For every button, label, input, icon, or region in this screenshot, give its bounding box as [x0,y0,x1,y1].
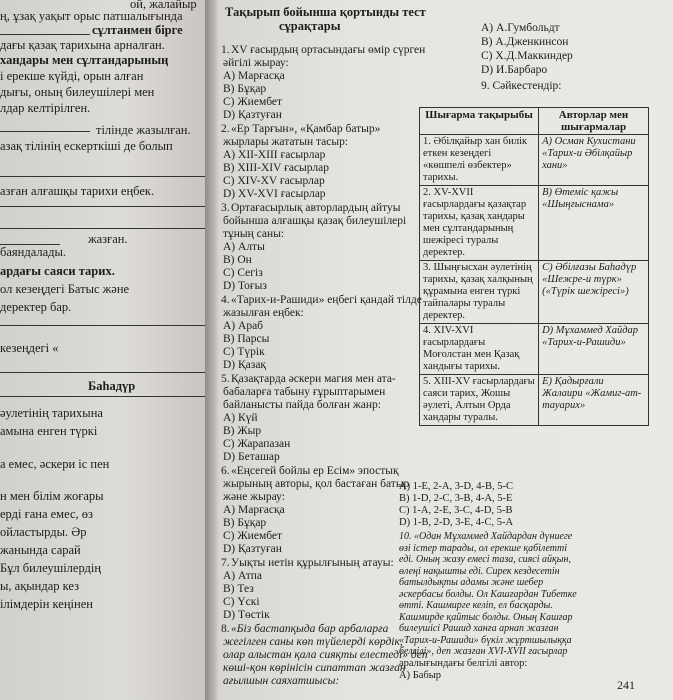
option: D) Қазтуған [223,109,282,121]
left-text-line: ң, ұзақ уақыт орыс патшалығында [0,9,183,23]
left-text-line: деректер бар. [0,300,72,314]
question-number: 6. [221,465,230,477]
question-number: 2. [221,123,230,135]
question-number: 8. [221,623,230,635]
question-text: «Тарих-и-Рашиди» еңбегі қандай тілде [231,294,422,306]
question-text: билеушісі Рашид ханға арнап жазған [399,623,559,634]
answer-option: D) 1-B, 2-D, 3-E, 4-C, 5-A [399,517,514,528]
question-text: Кашмирде қайтыс болды. Оның Кашғар [399,611,573,623]
question-text: өзі істер тарады, ол ерекше қабілетті [399,542,568,554]
option: С) Түрік [223,346,265,358]
table-cell: 5. XIII-XV ғасырлардағы саяси тарих, Жошы әулеті, Алтын Орда хандары туралы. [420,375,539,426]
option: А) А.Гумбольдт [481,22,560,34]
divider [0,131,90,132]
table-cell: D) Мұхаммед Хайдар «Тарих-и-Рашиди» [539,324,649,375]
question-number: 4. [221,294,230,306]
table-row [420,261,649,324]
question-text: «Еңсегей бойлы ер Есім» эпостық [231,465,399,477]
left-text-line: н мен білім жоғары [0,489,104,503]
left-text-line: ерді ғана емес, өз [0,507,93,521]
left-text-line: лдар келтірілген. [0,101,91,115]
option: В) Бұқар [223,83,267,95]
option: В) А.Дженкинсон [481,36,569,48]
left-text-line: баяндалады. [0,245,67,259]
left-text-line: а емес, әскери іс пен [0,457,110,471]
left-text-line: хандары мен сұлтандарының [0,53,169,67]
book-spine [205,0,219,700]
page-title: Тақырып бойынша қортынды тест [225,5,426,19]
option: D) И.Барбаро [481,64,548,76]
option: D) Тоғыз [223,280,267,292]
left-text-line: азақ тілінің ескерткіші де болып [0,139,173,153]
divider [0,228,205,229]
option: D) XV-XVI ғасырлар [223,188,326,200]
option: С) Жиембет [223,96,283,108]
left-text-line: кезеңдегі « [0,341,59,355]
question-9-label: 9. Сәйкестендір: [481,80,562,92]
table-cell: 1. Әбілқайыр хан билік еткен кезеңдегі «көшпелі өзбектер» тарихы. [420,135,539,186]
page-title-line2: сұрақтары [279,19,341,33]
table-header: Авторлар мен шығармалар [539,108,649,135]
option: С) Х.Д.Маккиндер [481,50,573,62]
answer-option: А) 1-E, 2-A, 3-D, 4-B, 5-C [399,481,514,492]
left-text-line: ардағы саяси тарих. [0,264,115,278]
option: В) Тез [223,583,254,595]
option: С) Жиембет [223,530,283,542]
option: В) Жыр [223,425,262,437]
left-text-line: ол кезеңдегі Батыс және [0,282,130,296]
left-text-line: тілінде жазылған. [96,123,191,137]
table-row [420,135,649,186]
question-text: байланысты пайда болған жанр: [223,399,381,411]
answer-option: В) 1-D, 2-C, 3-B, 4-A, 5-E [399,493,513,504]
answer-option: С) 1-A, 2-E, 3-C, 4-D, 5-B [399,505,513,516]
left-text-line: амына енген түркі [0,424,98,438]
option: А) XII-XIII ғасырлар [223,149,326,161]
option: С) Жарапазан [223,438,291,450]
option: А) Атпа [223,570,263,582]
question-text: XV ғасырдың ортасындағы өмір сүрген [231,44,426,56]
option: А) Алты [223,241,265,253]
option: В) XIII-XIV ғасырлар [223,162,329,174]
option: А) Күй [223,412,258,424]
left-text-line: і ерекше күйді, орын алған [0,69,144,83]
question-text: аралығындағы белгілі автор: [399,657,528,669]
left-text-line: әулетінің тарихына [0,406,103,420]
divider [0,372,205,373]
left-text-line: ой, жалайыр [130,0,197,11]
page-number: 241 [617,678,635,692]
question-text: Ортағасырлық авторлардың айтуы [231,202,401,214]
divider [0,176,205,177]
question-text: «Біз бастапқыда бар арбаларға [231,623,389,635]
option: В) Парсы [223,333,270,345]
question-text: жырының авторы, қол бастаған батыр [223,478,410,490]
table-cell: B) Өтеміс қажы «Шыңғыснама» [539,186,649,261]
table-cell: C) Әбілғазы Баһадүр «Шежре-и түрк» («Түрік шежіресі») [539,261,649,324]
option: С) Үскі [223,596,260,608]
matching-table [419,107,649,426]
option: D) Төстік [223,609,270,621]
table-row [420,324,649,375]
question-text: жырлары жататын тасыр: [223,136,349,148]
left-text-line: жанында сарай [0,543,81,557]
question-text: әскербасы болды. Ол Кашғардан Тибетке [399,588,577,600]
option: D) Қазақ [223,359,267,371]
question-text: Қазақтарда әскери магия мен ата- [231,373,396,385]
option: А) Араб [223,320,264,332]
question-text: бабаларға табыну ғұрыптарымен [223,386,386,398]
question-text: Уықты иетін құрылғының атауы: [231,557,394,569]
table-cell: A) Осман Кухистани «Тарих-и Әбілқайыр хани» [539,135,649,186]
left-text-line: Бұл билеушілердің [0,561,102,575]
left-text-line: дығы, оның билеушілері мен [0,85,155,99]
question-text: еді. Оның жазу емесі таза, сиясі айқын, [399,554,571,565]
question-text: жегілген саны көп түйелерді көрдік, [223,636,403,648]
table-header: Шығарма тақырыбы [420,108,539,135]
option: А) Марғасқа [223,70,285,82]
divider [0,244,60,245]
left-text-line: дағы қазақ тарихына арналған. [0,38,165,52]
left-text-line: ойластырды. Әр [0,525,87,539]
question-text: өлеңі нақышты еді. Сирек кездесетін [399,565,560,577]
question-number: 7. [221,557,230,569]
divider [0,34,90,35]
left-text-line: ы, ақындар кез [0,579,80,593]
question-number: 3. [221,202,230,214]
table-cell: 4. XIV-XVI ғасырлардағы Моғолстан мен Қазақ хандығы тарихы. [420,324,539,375]
question-number: 5. [221,373,230,385]
left-text-line: азған алғашқы тарихи еңбек. [0,184,155,198]
question-text: бойынша алғашқы қазақ билеушілері [223,215,407,227]
table-row [420,375,649,426]
question-text: көші-қон көрінісін сипаттап жазған [223,662,406,674]
option: В) Бұқар [223,517,267,529]
option: D) Қазтуған [223,543,282,555]
question-text: белгілі», деп жазған XVI-XVII ғасырлар [399,646,568,657]
question-text: батылдықты адамы және шебер [399,577,544,588]
table-cell: 2. XV-XVII ғасырлардағы қазақтар тарихы, қазақ хандары мен сұлтандарының шежіресі туралы деректер. [420,186,539,261]
table-row [420,186,649,261]
question-text: олар алыстан қала сияқты елестеді» деп [223,649,428,661]
option: С) XIV-XV ғасырлар [223,175,325,187]
question-text: «Тарих-и-Рашиди» бүкіл жұртшылыққа [399,634,572,646]
divider [0,206,205,207]
question-number: 1. [221,44,230,56]
question-text: «Ер Тарғын», «Қамбар батыр» [231,123,381,135]
question-text: және жырау: [223,491,285,503]
option: В) Он [223,254,252,266]
option: А) Бабыр [399,669,442,681]
left-text-line: сұлтанмен бірге [92,23,183,37]
question-text: ағылшын саяхатшысы: [223,675,340,687]
divider [0,325,205,326]
option: D) Беташар [223,451,280,463]
left-text-line: Баһадүр [88,379,136,393]
question-text: өтті. Кашмирге келіп, ел басқарды. [399,600,553,611]
question-text: 10. «Одан Мұхаммед Хайдардан дүниеге [399,531,573,542]
left-text-line: ілімдерін кеңінен [0,597,93,611]
option: С) Сегіз [223,267,263,279]
divider [0,396,205,397]
question-text: әйгілі жырау: [223,57,289,69]
question-text: жазылған еңбек: [223,307,304,319]
table-cell: E) Қадырғали Жалаири «Жамиг-ат-тауарих» [539,375,649,426]
right-page [219,0,673,700]
option: А) Марғасқа [223,504,285,516]
left-page [0,0,205,700]
question-text: тұның саны: [223,228,285,240]
table-cell: 3. Шыңғысхан әулетінің тарихы, қазақ халқының құрамына енген түркі тайпалары туралы деректер. [420,261,539,324]
left-text-line: жазған. [88,232,128,246]
